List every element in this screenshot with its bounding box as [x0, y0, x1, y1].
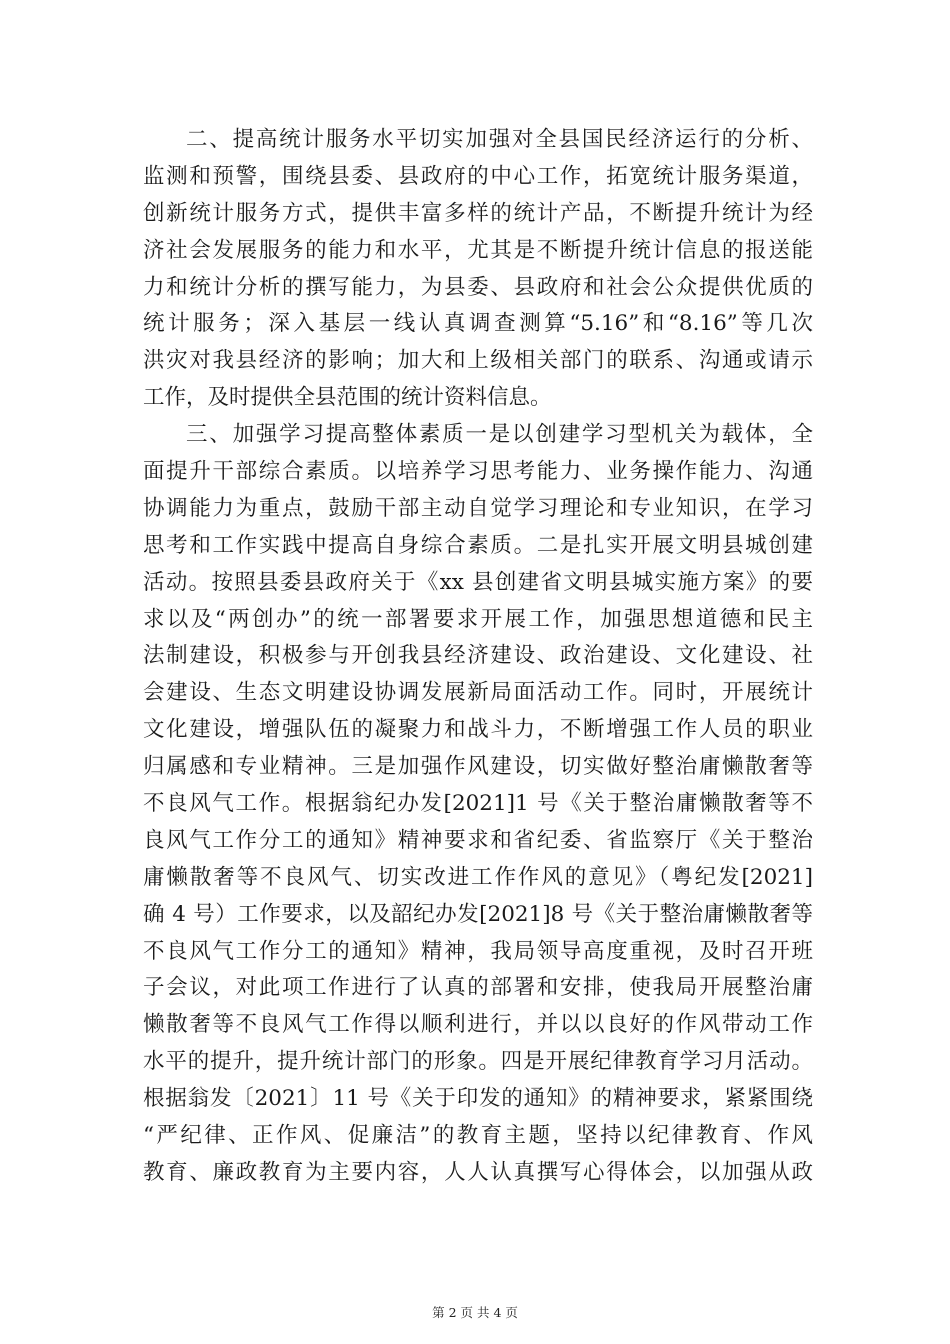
text-line: 法制建设，积极参与开创我县经济建设、政治建设、文化建设、社 [143, 643, 813, 669]
text-line: 子会议，对此项工作进行了认真的部署和安排，使我局开展整治庸 [143, 975, 813, 1001]
text-line: 会建设、生态文明建设协调发展新局面活动工作。同时，开展统计 [143, 680, 813, 706]
text-line: 不良风气工作。根据翁纪办发[2021]1 号《关于整治庸懒散奢等不 [143, 791, 813, 817]
text-line: 教育、廉政教育为主要内容，人人认真撰写心得体会，以加强从政 [143, 1159, 813, 1185]
text-line: 监测和预警，围绕县委、县政府的中心工作，拓宽统计服务渠道， [143, 163, 813, 189]
text-line: 懒散奢等不良风气工作得以顺利进行，并以以良好的作风带动工作 [143, 1012, 813, 1038]
text-line: 济社会发展服务的能力和水平，尤其是不断提升统计信息的报送能 [143, 237, 813, 263]
text-line: 求以及“两创办”的统一部署要求开展工作，加强思想道德和民主 [143, 606, 813, 632]
text-line: 协调能力为重点，鼓励干部主动自觉学习理论和专业知识，在学习 [143, 495, 813, 521]
text-line: 二、提高统计服务水平切实加强对全县国民经济运行的分析、 [186, 127, 813, 152]
page-number-footer: 第 2 页 共 4 页 [432, 1305, 518, 1320]
document-body [143, 122, 813, 1192]
text-line: “严纪律、正作风、促廉洁”的教育主题，坚持以纪律教育、作风 [143, 1123, 813, 1149]
text-line: 思考和工作实践中提高自身综合素质。二是扎实开展文明县城创建 [143, 532, 813, 558]
text-line: 不良风气工作分工的通知》精神，我局领导高度重视，及时召开班 [143, 938, 813, 964]
text-line: 工作，及时提供全县范围的统计资料信息。 [143, 385, 552, 411]
text-line: 根据翁发〔2021〕11 号《关于印发的通知》的精神要求，紧紧围绕 [143, 1086, 813, 1112]
text-line: 水平的提升，提升统计部门的形象。四是开展纪律教育学习月活动。 [143, 1049, 813, 1075]
text-line: 洪灾对我县经济的影响；加大和上级相关部门的联系、沟通或请示 [143, 348, 813, 374]
text-line: 统计服务；深入基层一线认真调查测算“5.16”和“8.16”等几次 [143, 311, 813, 337]
paragraph-3 [143, 417, 813, 1192]
text-line: 三、加强学习提高整体素质一是以创建学习型机关为载体，全 [186, 422, 813, 448]
text-line: 庸懒散奢等不良风气、切实改进工作作风的意见》（粤纪发[2021] [143, 864, 813, 890]
text-line: 归属感和专业精神。三是加强作风建设，切实做好整治庸懒散奢等 [143, 754, 813, 780]
text-line: 力和统计分析的撰写能力，为县委、县政府和社会公众提供优质的 [143, 274, 813, 300]
text-line: 创新统计服务方式，提供丰富多样的统计产品，不断提升统计为经 [143, 200, 813, 226]
text-line: 文化建设，增强队伍的凝聚力和战斗力，不断增强工作人员的职业 [143, 717, 813, 743]
text-line: 良风气工作分工的通知》精神要求和省纪委、省监察厅《关于整治 [143, 827, 813, 853]
text-line: 面提升干部综合素质。以培养学习思考能力、业务操作能力、沟通 [143, 459, 813, 485]
text-line: 确 4 号）工作要求，以及韶纪办发[2021]8 号《关于整治庸懒散奢等 [143, 901, 813, 927]
text-line: 活动。按照县委县政府关于《xx 县创建省文明县城实施方案》的要 [143, 569, 813, 595]
paragraph-2 [143, 122, 813, 417]
